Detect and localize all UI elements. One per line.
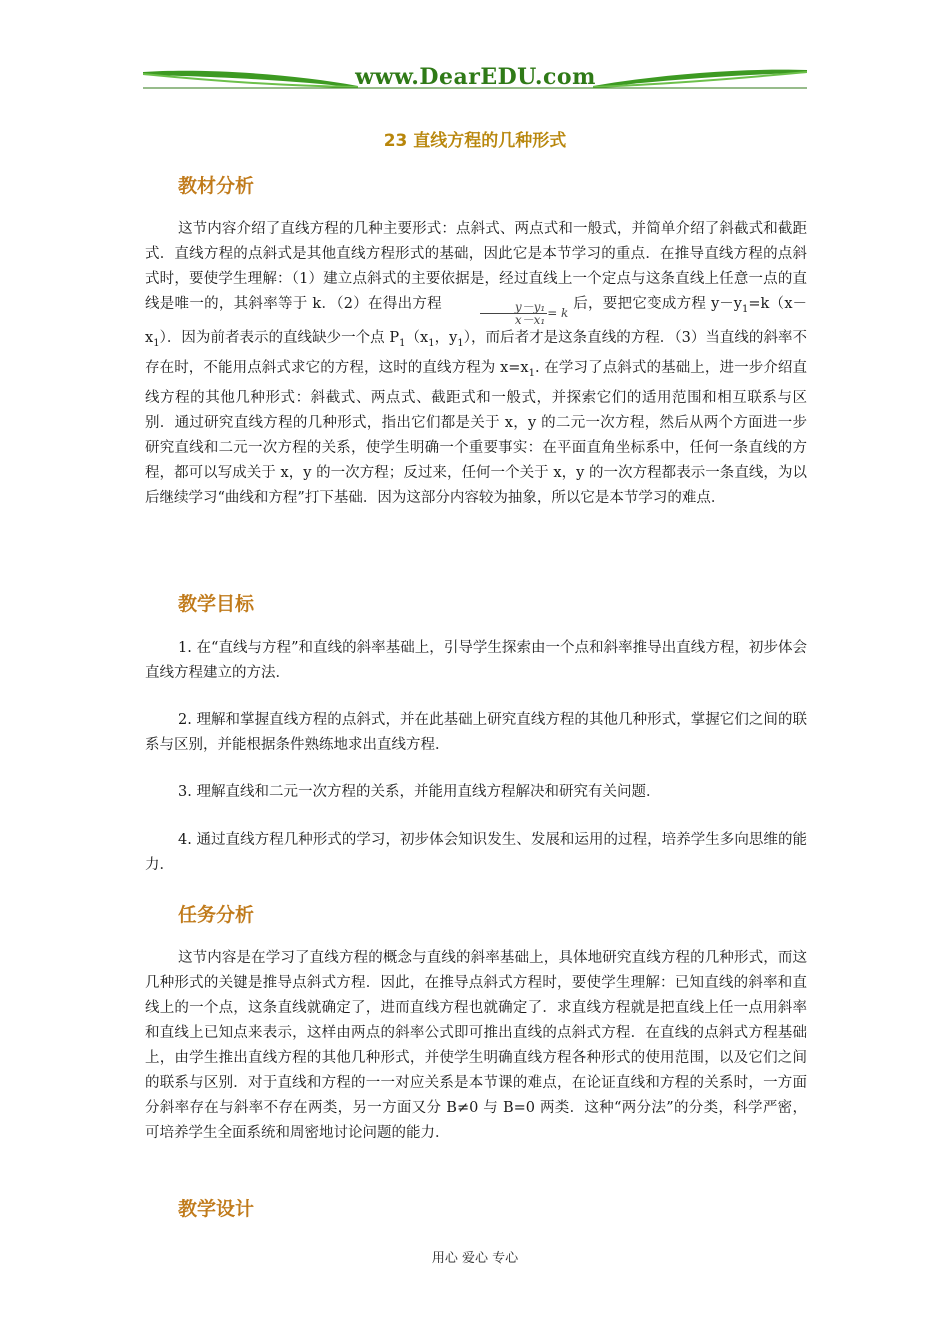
analysis-text-3: =k（x－x (145, 296, 808, 346)
subscript: 1 (457, 337, 464, 349)
formula-fraction (480, 301, 547, 326)
subscript: 1 (153, 337, 160, 349)
analysis-text-7: ），而后者才是这条直线的方程．（3）当直线的斜率不存在时，不能用点斜式求它的方程，这时的直线方程为 x=x (145, 330, 807, 376)
analysis-text-5: （x (405, 330, 429, 346)
analysis-text-2: 后，要把它变成方程 y－y (573, 296, 742, 312)
site-logo[interactable]: www.DearEDU.com (355, 64, 596, 90)
subscript: 1 (741, 303, 749, 315)
subscript: 1 (528, 367, 535, 379)
analysis-text-1: 这节内容介绍了直线方程的几种主要形式：点斜式、两点式和一般式，并简单介绍了斜截式和截距式．直线方程的点斜式是其他直线方程形式的基础，因此它是本节学习的重点．在推导直线方程的点斜式时，要使学生理解：（1）建立点斜式的主要依据是，经过直线上一个定点与这条直线上任意一点的直线是唯一的，其斜率等于 k．（2）在得出方程 (145, 221, 807, 312)
goal-item: 4. 通过直线方程几种形式的学习，初步体会知识发生、发展和运用的过程，培养学生多向思维的能力． (145, 832, 807, 873)
analysis-text-6: ，y (434, 330, 458, 346)
goal-item: 2. 理解和掌握直线方程的点斜式，并在此基础上研究直线方程的其他几种形式，掌握它们之间的联系与区别，并能根据条件熟练地求出直线方程． (145, 712, 807, 753)
subscript: 1 (428, 337, 435, 349)
subscript: 1 (399, 337, 406, 349)
site-header (143, 62, 807, 94)
goal-item: 3. 理解直线和二元一次方程的关系，并能用直线方程解决和研究有关问题． (178, 784, 661, 800)
heading-design: 教学设计 (178, 1198, 255, 1220)
formula-rhs: = k (547, 306, 569, 320)
paragraph-task: 这节内容是在学习了直线方程的概念与直线的斜率基础上，具体地研究直线方程的几种形式，而这几种形式的关键是推导点斜式方程．因此，在推导点斜式方程时，要使学生理解：已知直线的斜率和直线上的一个点，这条直线就确定了，进而直线方程也就确定了．求直线方程就是把直线上任一点用斜率和直线上已知点来表示，这样由两点的斜率公式即可推出直线的点斜式方程．在直线的点斜式方程基础上，由学生推出直线方程的其他几种形式，并使学生明确直线方程各种形式的使用范围，以及它们之间的联系与区别．对于直线和方程的一一对应关系是本节课的难点，在论证直线和方程的关系时，一方面分斜率存在与斜率不存在两类，另一方面又分 B≠0 与 B=0 两类．这种“两分法”的分类，科学严密，可培养学生全面系统和周密地讨论问题的能力． (145, 950, 807, 1141)
heading-analysis: 教材分析 (178, 175, 255, 197)
formula-numerator: y－y₁ (480, 301, 547, 314)
analysis-text-4: ）．因为前者表示的直线缺少一个点 P (159, 330, 400, 346)
goal-item: 1. 在“直线与方程”和直线的斜率基础上，引导学生探索由一个点和斜率推导出直线方程，初步体会直线方程建立的方法． (145, 640, 807, 681)
heading-goals: 教学目标 (178, 593, 255, 615)
formula-denominator: x－x₁ (514, 313, 546, 327)
analysis-text-8: . 在学习了点斜式的基础上，进一步介绍直线方程的其他几种形式：斜截式、两点式、截距式和一般式，并探索它们的适用范围和相互联系与区别．通过研究直线方程的几种形式，指出它们都是关于 x，y 的二元一次方程，然后从两个方面进一步研究直线和二元一次方程的关系，使学生明确一个重要事实：在平面直角坐标系中，任何一条直线的方程，都可以写成关于 x，y 的一次方程；反过来，任何一个关于 x，y 的一次方程都表示一条直线，为以后继续学习“曲线和方程”打下基础．因为这部分内容较为抽象，所以它是本节学习的难点． (145, 359, 807, 506)
paragraph-analysis (145, 217, 807, 511)
page-footer: 用心 爱心 专心 (431, 1251, 519, 1266)
heading-task: 任务分析 (178, 904, 255, 926)
slope-formula (447, 301, 569, 326)
page-title: 23 直线方程的几种形式 (383, 131, 567, 151)
